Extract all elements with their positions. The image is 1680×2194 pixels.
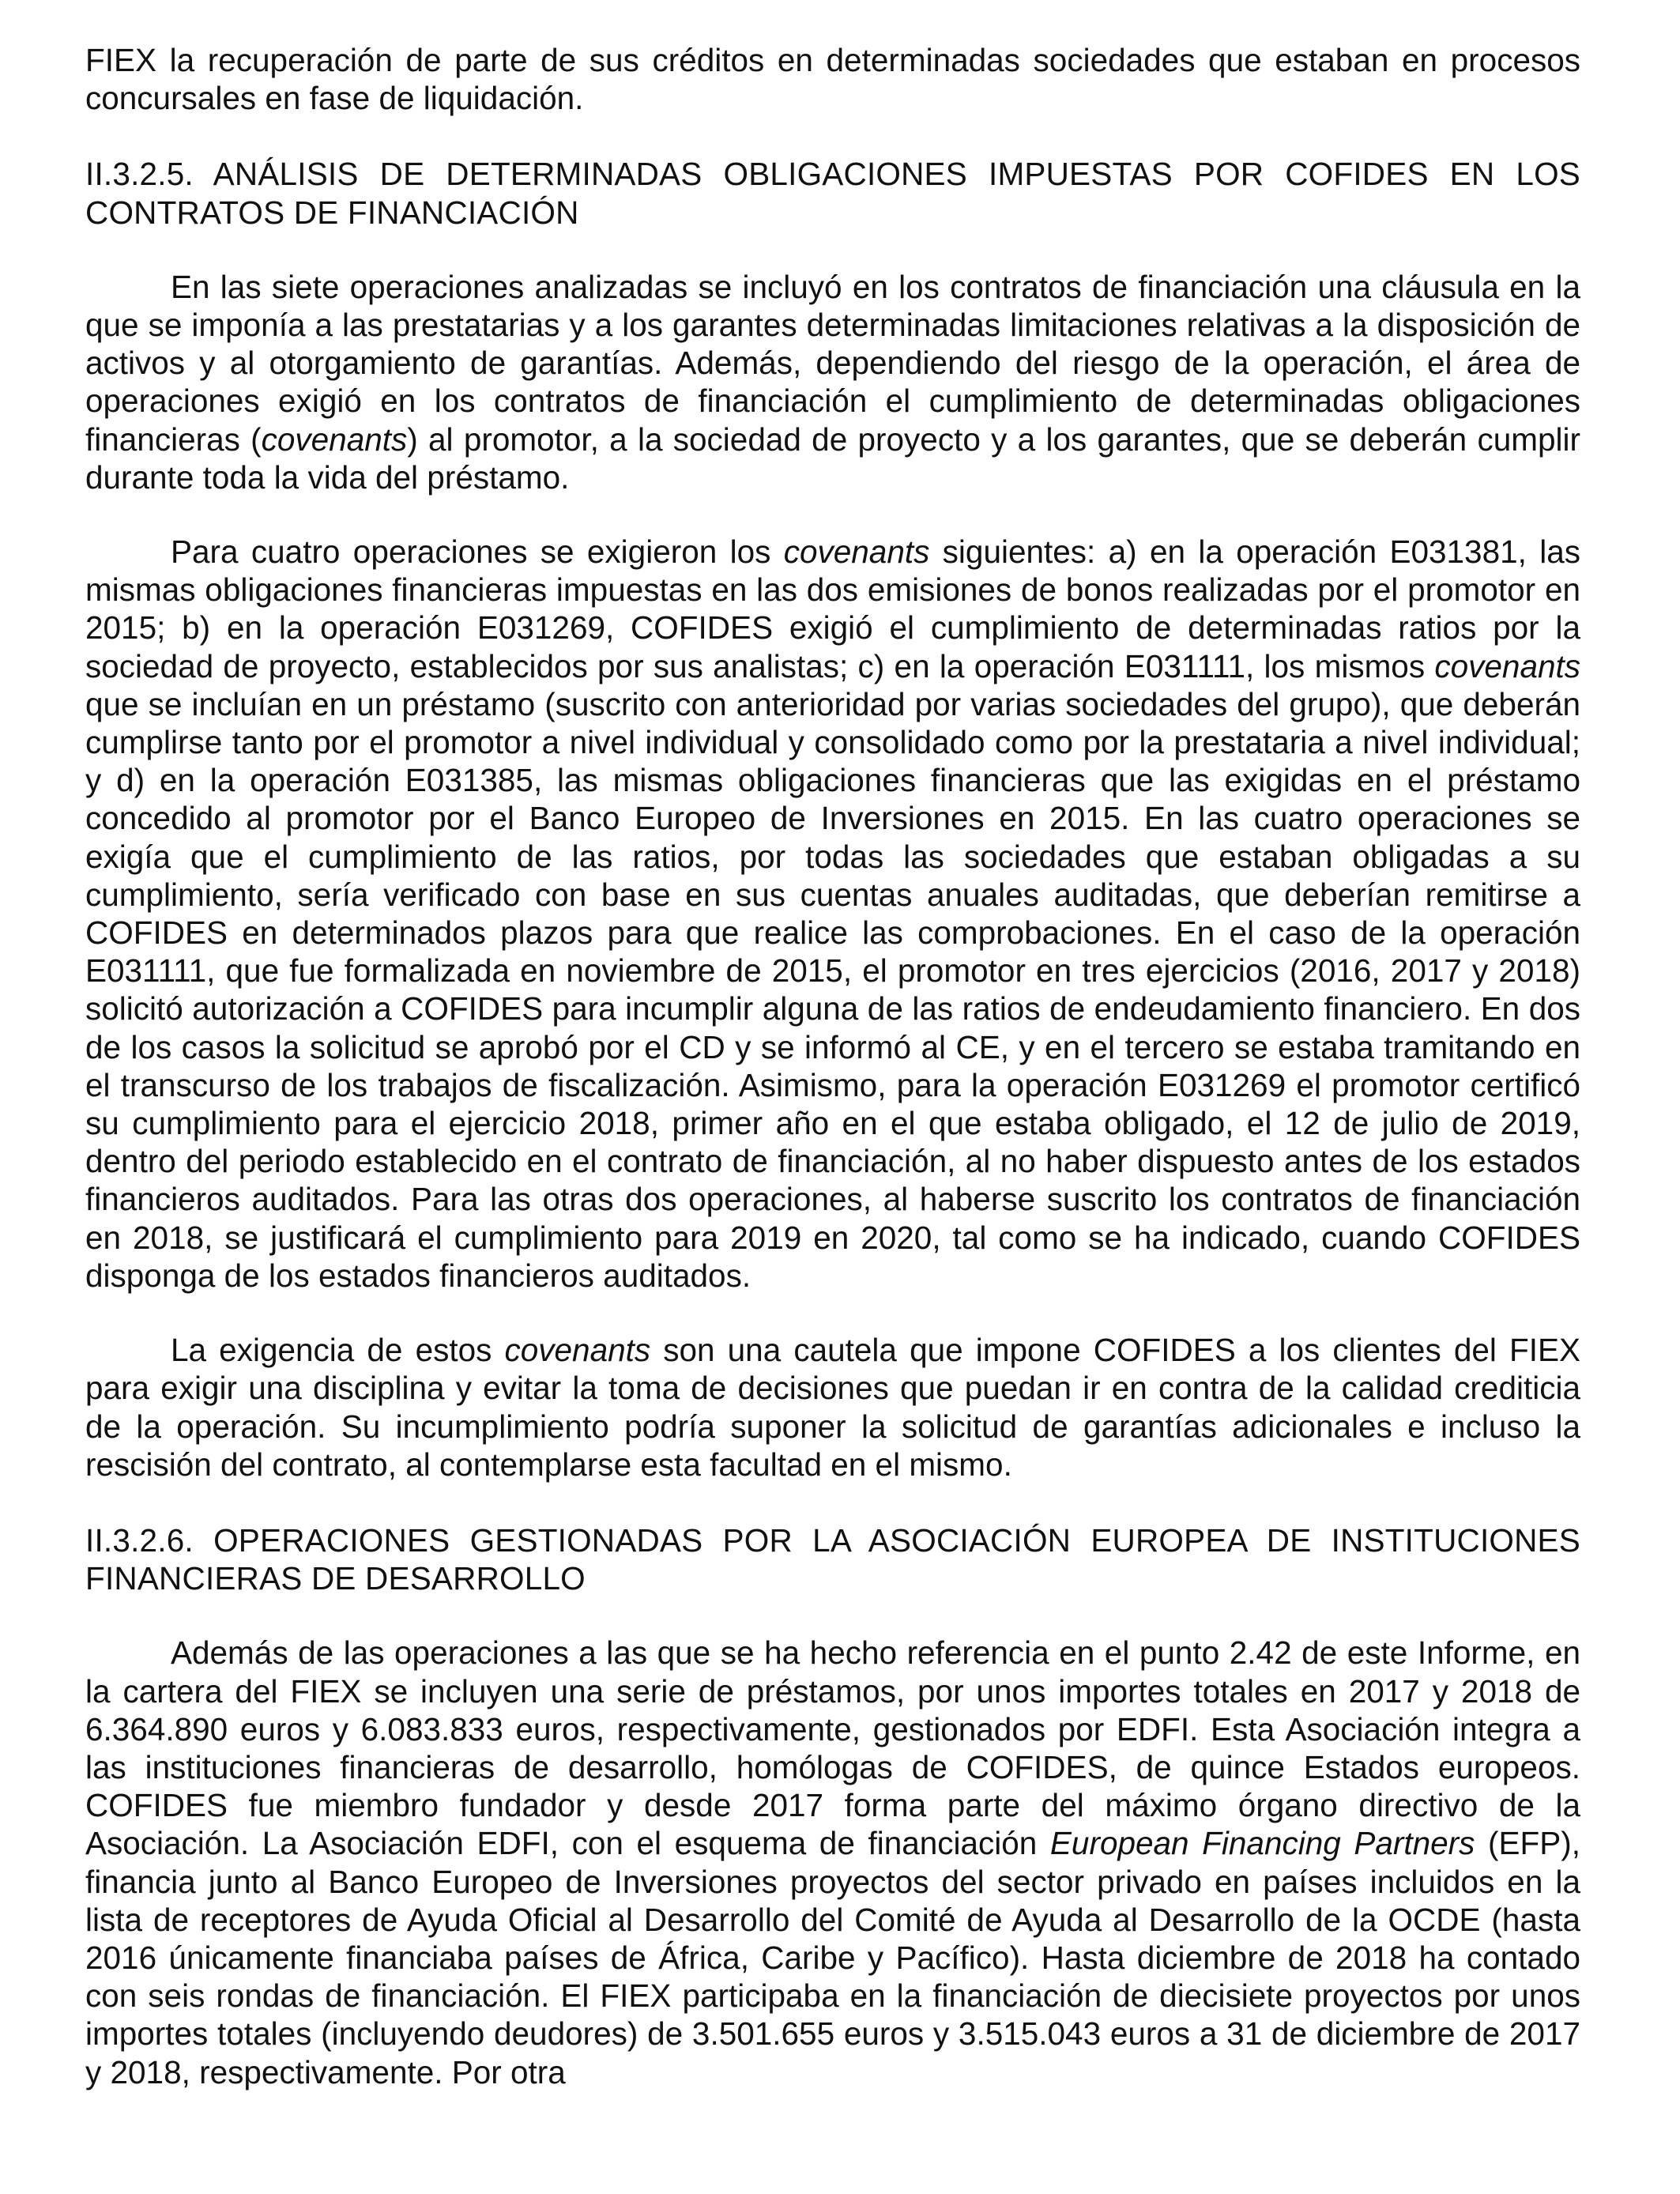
italic-term: covenants [783,533,930,571]
paragraph-obligaciones-1 [85,268,1580,496]
text-span: Para cuatro operaciones se exigieron los [171,533,784,571]
italic-term: covenants [1434,647,1580,684]
intro-paragraph: FIEX la recuperación de parte de sus créditos en determinadas sociedades que estaban en procesos concursales en fase de liquidación. [85,42,1580,117]
text-span: que se incluían en un préstamo (suscrito con anterioridad por varias sociedades del grupo), que deberán cumplirse tanto por el promotor a nivel individual y consolidado como por la prestataria a nivel individual; y d) en la operación E031385, las mismas obligaciones financieras que las exigidas en el préstamo concedido al promotor por el Banco Europeo de Inversiones en 2015. En las cuatro operaciones se exigía que el cumplimiento de las ratios, por todas las sociedades que estaban obligadas a su cumplimiento, sería verificado con base en sus cuentas anuales auditadas, que deberían remitirse a COFIDES en determinados plazos para que realice las comprobaciones. En el caso de la operación E031111, que fue formalizada en noviembre de 2015, el promotor en tres ejercicios (2016, 2017 y 2018) solicitó autorización a COFIDES para incumplir alguna de las ratios de endeudamiento financiero. En dos de los casos la solicitud se aprobó por el CD y se informó al CE, y en el tercero se estaba tramitando en el transcurso de los trabajos de fiscalización. Asimismo, para la operación E031269 el promotor certificó su cumplimiento para el ejercicio 2018, primer año en el que estaba obligado, el 12 de julio de 2019, dentro del periodo establecido en el contrato de financiación, al no haber dispuesto antes de los estados financieros auditados. Para las otras dos operaciones, al haberse suscrito los contratos de financiación en 2018, se justificará el cumplimiento para 2019 en 2020, tal como se ha indicado, cuando COFIDES disponga de los estados financieros auditados. [85,685,1580,1294]
text-span: La exigencia de estos [171,1332,505,1369]
document-page [85,41,1580,2091]
text-span: son una cautela que impone COFIDES a los clientes del FIEX para exigir una disciplina y evitar la toma de decisiones que puedan ir en contra de la calidad crediticia de la operación. Su incumplimiento podría suponer la solicitud de garantías adicionales e incluso la rescisión del contrato, al contemplarse esta facultad en el mismo. [85,1332,1580,1483]
paragraph-obligaciones-3 [85,1331,1580,1483]
italic-term: covenants [504,1332,651,1369]
section-heading-edfi: II.3.2.6. OPERACIONES GESTIONADAS POR LA ASOCIACIÓN EUROPEA DE INSTITUCIONES FINANCIERAS DE DESARROLLO [85,1521,1580,1597]
italic-term: European Financing Partners [1049,1825,1475,1862]
italic-term: covenants [261,420,408,458]
text-span: Además de las operaciones a las que se ha hecho referencia en el punto 2.42 de este Informe, en la cartera del FIEX se incluyen una serie de préstamos, por unos importes totales en 2017 y 2018 de 6.364.890 euros y 6.083.833 euros, respectivamente, gestionados por EDFI. Esta Asociación integra a las instituciones financieras de desarrollo, homólogas de COFIDES, de quince Estados europeos. COFIDES fue miembro fundador y desde 2017 forma parte del máximo órgano directivo de la Asociación. La Asociación EDFI, con el esquema de financiación [85,1634,1580,1862]
paragraph-obligaciones-2 [85,533,1580,1295]
text-span: (EFP), financia junto al Banco Europeo de Inversiones proyectos del sector privado en países incluidos en la lista de receptores de Ayuda Oficial al Desarrollo del Comité de Ayuda al Desarrollo de la OCDE (hasta 2016 únicamente financiaba países de África, Caribe y Pacífico). Hasta diciembre de 2018 ha contado con seis rondas de financiación. El FIEX participaba en la financiación de diecisiete proyectos por unos importes totales (incluyendo deudores) de 3.501.655 euros y 3.515.043 euros a 31 de diciembre de 2017 y 2018, respectivamente. Por otra [85,1825,1580,2090]
section-heading-obligaciones: II.3.2.5. ANÁLISIS DE DETERMINADAS OBLIGACIONES IMPUESTAS POR COFIDES EN LOS CONTRATOS DE FINANCIACIÓN [85,156,1580,231]
text-span: En las siete operaciones analizadas se incluyó en los contratos de financiación una cláusula en la que se imponía a las prestatarias y a los garantes determinadas limitaciones relativas a la disposición de activos y al otorgamiento de garantías. Además, dependiendo del riesgo de la operación, el área de operaciones exigió en los contratos de financiación el cumplimiento de determinadas obligaciones financieras ( [85,268,1580,458]
text-span: ) al promotor, a la sociedad de proyecto y a los garantes, que se deberán cumplir durante toda la vida del préstamo. [85,420,1580,496]
paragraph-edfi-1 [85,1634,1580,2090]
text-span: siguientes: a) en la operación E031381, las mismas obligaciones financieras impuestas en las dos emisiones de bonos realizadas por el promotor en 2015; b) en la operación E031269, COFIDES exigió el cumplimiento de determinadas ratios por la sociedad de proyecto, establecidos por sus analistas; c) en la operación E031111, los mismos [85,533,1580,684]
